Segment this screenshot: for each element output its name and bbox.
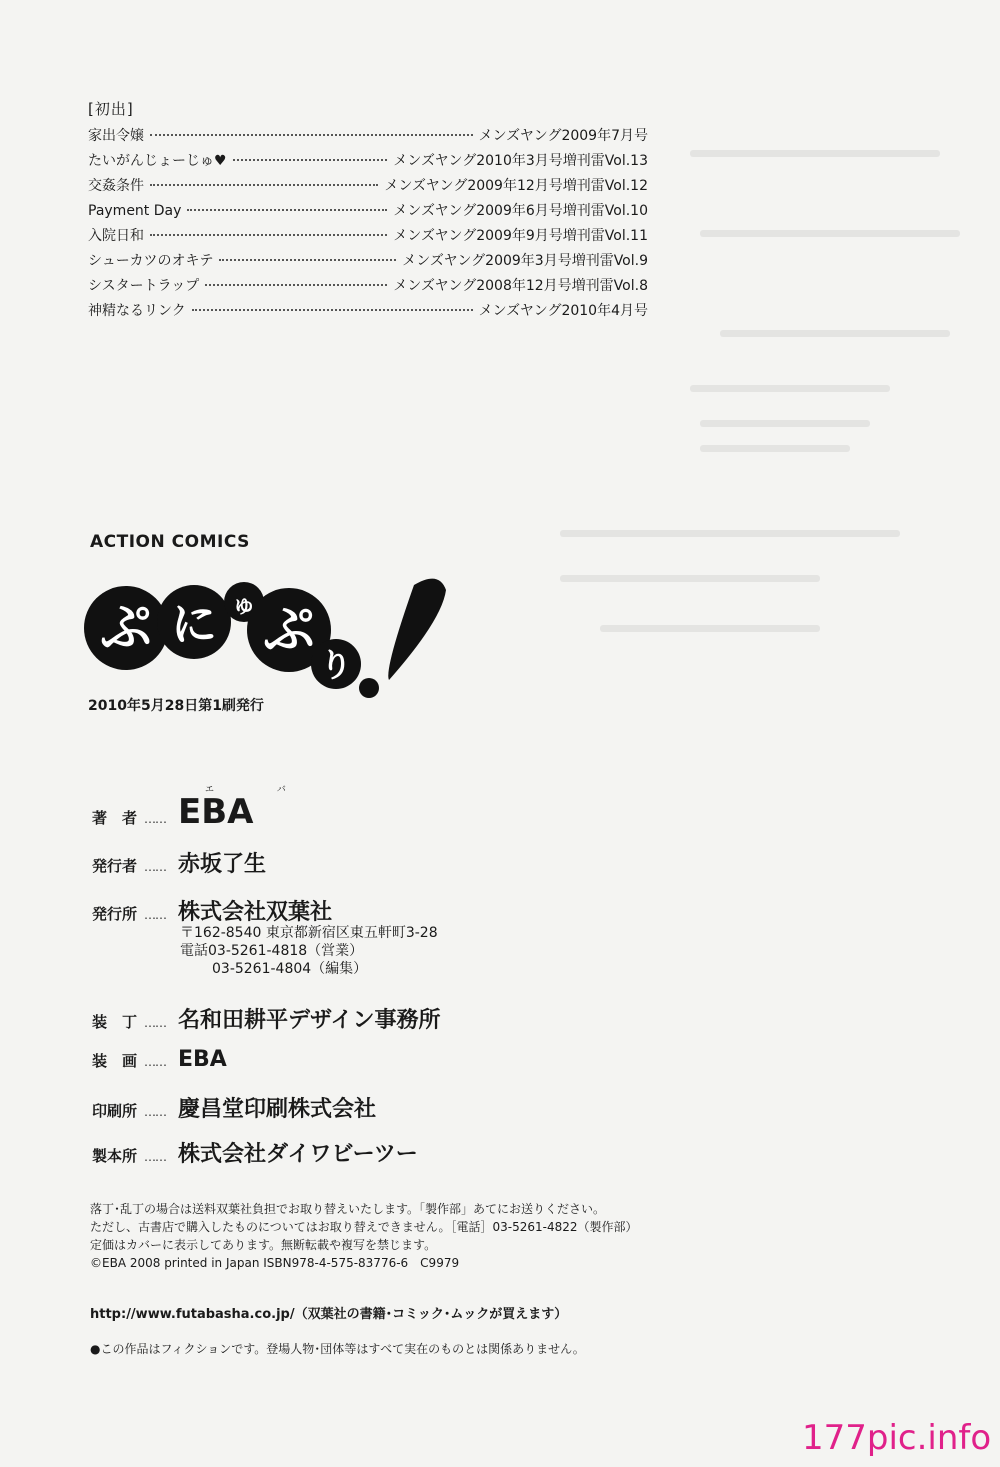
credit-leader: ……	[144, 1105, 166, 1119]
entry-source: メンズヤング2009年12月号増刊雷Vol.12	[384, 178, 648, 194]
entry-title: 交姦条件	[88, 178, 144, 194]
author-name: EBA	[178, 792, 254, 832]
entry-source: メンズヤング2009年7月号	[478, 128, 648, 144]
title-char-1: ぷ	[99, 599, 153, 659]
credit-leader: ……	[144, 1150, 166, 1164]
publisher-address: 〒162-8540 東京都新宿区東五軒町3-28	[180, 925, 438, 941]
first-publication-entry	[88, 225, 648, 250]
entry-source: メンズヤング2008年12月号増刊雷Vol.8	[393, 278, 648, 294]
first-publication-entry	[88, 300, 648, 325]
credit-leader: ……	[144, 860, 166, 874]
entry-title: Payment Day	[88, 203, 182, 219]
title-char-5: り	[319, 646, 353, 684]
entry-source: メンズヤング2010年4月号	[478, 303, 648, 319]
first-publication-entry	[88, 200, 648, 225]
entry-title: たいがんじょーじゅ♥	[88, 153, 227, 169]
first-publication-entry	[88, 250, 648, 275]
first-publication-entry	[88, 175, 648, 200]
note-line: ただし、古書店で購入したものについてはお取り替えできません。［電話］03-5261-4822（製作部）	[90, 1220, 638, 1234]
entry-source: メンズヤング2009年9月号増刊雷Vol.11	[393, 228, 648, 244]
entry-title: シスタートラップ	[88, 278, 200, 294]
credit-author	[92, 792, 253, 832]
author-ruby: エ バ	[205, 785, 316, 795]
credit-printer	[92, 1092, 376, 1123]
publisher-person-name: 赤坂了生	[178, 852, 267, 877]
binding-designer: 名和田耕平デザイン事務所	[178, 1008, 441, 1033]
title-logo-graphic	[84, 560, 464, 710]
dot-leader	[192, 309, 473, 311]
legal-notes	[90, 1200, 638, 1272]
note-line: 定価はカバーに表示してあります。無断転載や複写を禁じます。	[90, 1238, 437, 1252]
entry-title: 家出令嬢	[88, 128, 144, 144]
entry-source: メンズヤング2010年3月号増刊雷Vol.13	[393, 153, 648, 169]
credit-publisher-person	[92, 847, 266, 878]
bookbinder-name: 株式会社ダイワビーツー	[178, 1142, 418, 1167]
credit-role: 発行者	[92, 857, 138, 875]
dot-leader	[205, 284, 387, 286]
credit-leader: ……	[144, 1055, 166, 1069]
entry-title: シューカツのオキテ	[88, 253, 214, 269]
title-char-3: ゅ	[232, 590, 256, 618]
credit-role: 発行所	[92, 905, 138, 923]
printer-name: 慶昌堂印刷株式会社	[178, 1097, 377, 1122]
note-line: 落丁･乱丁の場合は送料双葉社負担でお取り替えいたします。「製作部」あてにお送りください。	[90, 1202, 606, 1216]
credit-role: 装 丁	[92, 1013, 138, 1031]
publisher-url: http://www.futabasha.co.jp/（双葉社の書籍･コミック･ムックが買えます）	[90, 1307, 568, 1322]
publisher-phone-editorial: 03-5261-4804（編集）	[212, 961, 368, 977]
book-title-logo	[84, 560, 464, 710]
dot-leader	[233, 159, 388, 161]
credit-binding-design	[92, 1003, 440, 1034]
copyright-isbn: ©EBA 2008 printed in Japan ISBN978-4-575-83776-6 C9979	[90, 1256, 460, 1270]
publisher-phone-sales: 電話03-5261-4818（営業）	[180, 943, 364, 959]
credit-role: 印刷所	[92, 1102, 138, 1120]
first-publication-entry	[88, 125, 648, 150]
credit-leader: ……	[144, 908, 166, 922]
entry-title: 入院日和	[88, 228, 144, 244]
credit-leader: ……	[144, 812, 166, 826]
credit-role: 製本所	[92, 1147, 138, 1165]
series-name: ACTION COMICS	[90, 532, 250, 552]
first-publication-header: [初出]	[88, 100, 134, 118]
credit-cover-art	[92, 1047, 227, 1072]
first-publication-entry	[88, 275, 648, 300]
publication-date: 2010年5月28日第1刷発行	[88, 698, 264, 714]
site-watermark: 177pic.info	[802, 1418, 992, 1458]
dot-leader	[150, 134, 473, 136]
title-char-4: ぷ	[262, 601, 316, 661]
first-publication-list	[88, 98, 648, 325]
entry-source: メンズヤング2009年3月号増刊雷Vol.9	[402, 253, 648, 269]
credit-bookbinder	[92, 1137, 418, 1168]
first-publication-entry	[88, 150, 648, 175]
dot-leader	[150, 234, 387, 236]
dot-leader	[219, 259, 396, 261]
credit-role: 装 画	[92, 1052, 138, 1070]
dot-leader	[187, 209, 387, 211]
credit-role: 著 者	[92, 809, 138, 827]
fiction-notice: ●この作品はフィクションです。登場人物･団体等はすべて実在のものとは関係ありません。	[90, 1342, 585, 1356]
title-char-2: に	[171, 597, 217, 651]
entry-title: 神精なるリンク	[88, 303, 186, 319]
entry-source: メンズヤング2009年6月号増刊雷Vol.10	[393, 203, 648, 219]
dot-leader	[150, 184, 378, 186]
credit-leader: ……	[144, 1016, 166, 1030]
cover-artist: EBA	[178, 1047, 227, 1072]
publisher-name: 株式会社双葉社	[178, 900, 333, 925]
